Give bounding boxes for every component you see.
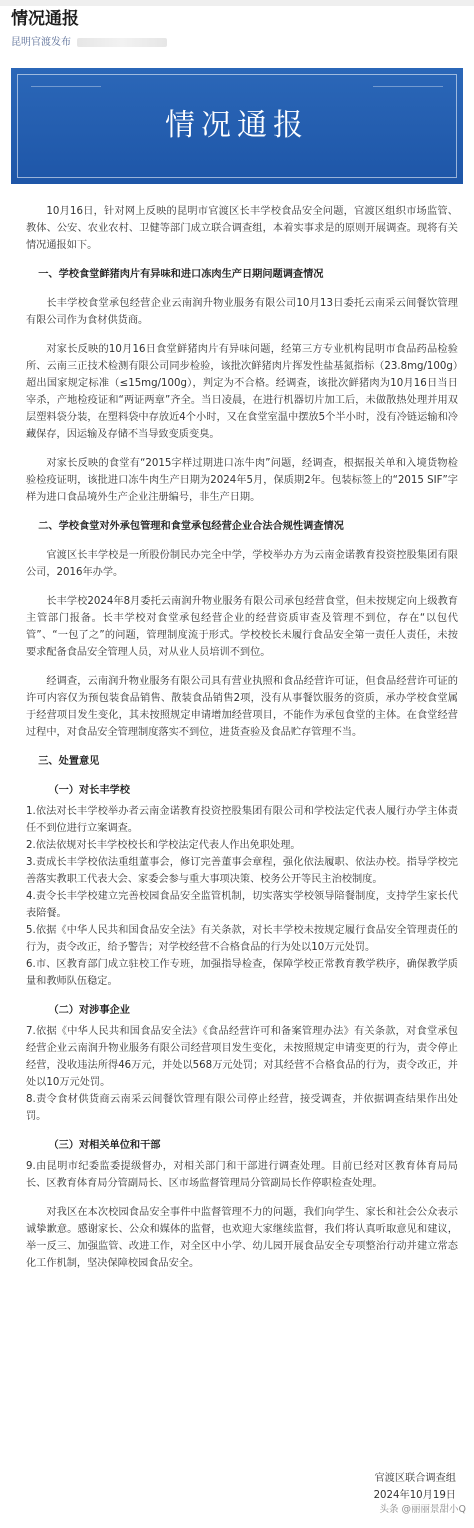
section-2-paragraph-3: 经调查，云南润升物业服务有限公司具有营业执照和食品经营许可证，但食品经营许可证的许可内容仅为预包装食品销售、散装食品销售2项，没有从事餐饮服务的资质，承办学校食堂属于经营项目发生变化，其未按照规定申请增加经营项目，不能作为承包食堂的主体。在食堂经营过程中，对食品安全管理制度落实不到位，进货查验及食品贮存管理不当。 [26,676,458,738]
section-3-heading: 三、处置意见 [38,756,100,767]
watermark-brand: 头条 [379,1504,399,1515]
list-item: 1.依法对长丰学校举办者云南金诺教育投资控股集团有限公司和学校法定代表人履行办学主体责任不到位进行立案调查。 [26,806,458,834]
top-strip [0,0,474,6]
watermark-handle: @丽丽景甜小Q [401,1504,466,1515]
group-1-heading: （一）对长丰学校 [48,785,130,796]
section-1-paragraph-1: 长丰学校食堂承包经营企业云南润升物业服务有限公司10月13日委托云南采云间餐饮管理有限公司作为食材供货商。 [26,298,458,326]
group-3-list [26,1158,458,1192]
intro-paragraph: 10月16日，针对网上反映的昆明市官渡区长丰学校食品安全问题，官渡区组织市场监管、教体、公安、农业农村、卫健等部门成立联合调查组，本着实事求是的原则开展调查。现将有关情况通报如下。 [26,206,458,251]
section-2-paragraph-2: 长丰学校2024年8月委托云南润升物业服务有限公司承包经营食堂，但未按规定向上级教育主管部门报备。长丰学校对食堂承包经营企业的经营资质审查及管理不到位，存在“以包代管”、“一包了之”的问题，管理制度流于形式。学校校长未履行食品安全第一责任人责任，未按要求配备食品安全管理人员，对从业人员培训不到位。 [26,596,458,658]
watermark [379,1503,466,1517]
banner-image [11,68,463,184]
article-meta [11,36,167,50]
list-item: 9.由昆明市纪委监委提级督办，对相关部门和干部进行调查处理。目前已经对区教育体育局局长、区教育体育局分管副局长、区市场监督管理局分管副局长作停职检查处理。 [26,1161,458,1189]
list-item: 5.依据《中华人民共和国食品安全法》有关条款，对长丰学校未按规定履行食品安全管理责任的行为，责令改正，给予警告；对学校经营不合格食品的行为处以10万元处罚。 [26,925,458,953]
group-2-heading: （二）对涉事企业 [48,1005,130,1016]
list-item: 4.责令长丰学校建立完善校园食品安全监管机制，切实落实学校领导陪餐制度，支持学生家长代表陪餐。 [26,891,458,919]
list-item: 2.依法依规对长丰学校校长和学校法定代表人作出免职处理。 [26,840,301,851]
group-1-list [26,803,458,990]
list-item: 6.市、区教育部门成立驻校工作专班，加强指导检查，保障学校正常教育教学秩序，确保教学质量和教师队伍稳定。 [26,959,458,987]
banner-decoration-left [31,86,101,87]
closing-paragraph: 对我区在本次校园食品安全事件中监督管理不力的问题，我们向学生、家长和社会公众表示诚挚歉意。感谢家长、公众和媒体的监督，也欢迎大家继续监督，我们将认真听取意见和建议，举一反三、加强监管、改进工作，对全区中小学、幼儿园开展食品安全专项整治行动并建立常态化工作机制，坚决保障校园食品安全。 [26,1207,458,1269]
section-2-paragraph-1: 官渡区长丰学校是一所股份制民办完全中学，学校举办方为云南金诺教育投资控股集团有限公司，2016年办学。 [26,550,458,578]
signature-block [374,1470,456,1504]
banner-title: 情况通报 [165,108,309,143]
group-2-list [26,1023,458,1125]
section-1-paragraph-3: 对家长反映的食堂有“2015字样过期进口冻牛肉”问题，经调查，根据报关单和入境货物检验检疫证明，该批进口冻牛肉生产日期为2024年5月，保质期2年。包装标签上的“2015 SIF”字样为进口食品境外生产企业注册编号，非生产日期。 [26,458,458,503]
section-1-paragraph-2: 对家长反映的10月16日食堂鲜猪肉片有异味问题，经第三方专业机构昆明市食品药品检验所、云南三正技术检测有限公司同步检验，该批次鲜猪肉片挥发性盐基氮指标（23.8mg/100g）超出国家规定标准（≤15mg/100g），判定为不合格。经调查，该批次鲜猪肉为10月16日当日宰杀，产地检疫证和“两证两章”齐全。当日凌晨，在进行机器切片加工后，未做散热处理并用双层塑料袋分装，在塑料袋中存放近4个小时，又在食堂室温中摆放5个半小时，没有冷链运输和冷藏保存，因运输及存储不当导致变质变臭。 [26,344,458,440]
blurred-meta [77,38,167,47]
signature-org: 官渡区联合调查组 [374,1473,456,1484]
section-2-heading: 二、学校食堂对外承包管理和食堂承包经营企业合法合规性调查情况 [38,521,344,532]
page-title: 情况通报 [11,9,79,29]
list-item: 7.依据《中华人民共和国食品安全法》《食品经营许可和备案管理办法》有关条款，对食堂承包经营企业云南润升物业服务有限公司经营项目发生变化，未按照规定申请变更的行为，责令停止经营，没收违法所得46万元，并处以568万元处罚；对其经营不合格食品的行为，责令改正，并处以10万元处罚。 [26,1026,458,1088]
group-3-heading: （三）对相关单位和干部 [48,1140,161,1151]
article-body [26,203,458,1284]
source-account-link[interactable]: 昆明官渡发布 [11,37,71,48]
banner-decoration-right [373,86,443,87]
list-item: 3.责成长丰学校依法重组董事会，修订完善董事会章程，强化依法履职、依法办校。指导学校完善落实教职工代表大会、家委会参与重大事项决策、校务公开等民主治校制度。 [26,857,458,885]
list-item: 8.责令食材供货商云南采云间餐饮管理有限公司停止经营，接受调查，并依据调查结果作出处罚。 [26,1094,458,1122]
signature-date: 2024年10月19日 [373,1490,456,1501]
section-1-heading: 一、学校食堂鲜猪肉片有异味和进口冻肉生产日期问题调查情况 [38,269,324,280]
